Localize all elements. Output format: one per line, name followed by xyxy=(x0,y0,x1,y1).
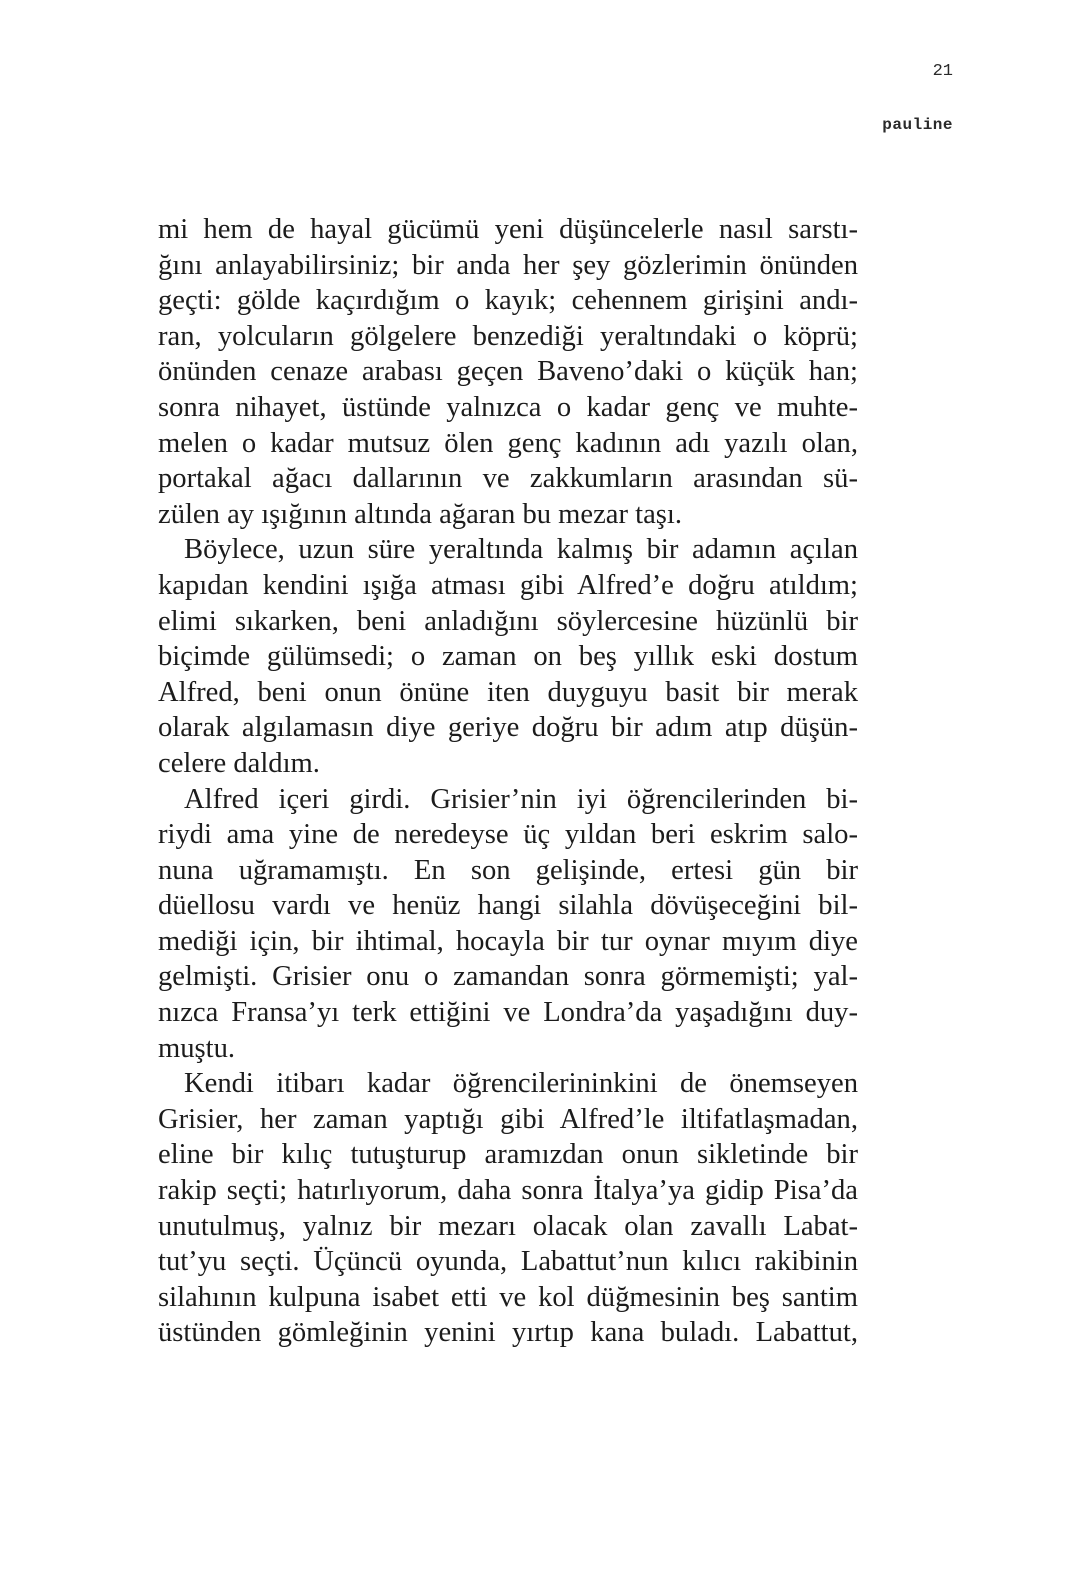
paragraph xyxy=(158,782,858,1067)
text-line: silahının kulpuna isabet etti ve kol düğmesinin beş santim xyxy=(158,1281,858,1313)
text-line: unutulmuş, yalnız bir mezarı olacak olan zavallı Labat- xyxy=(158,1210,858,1242)
text-line: kapıdan kendini ışığa atması gibi Alfred’e doğru atıldım; xyxy=(158,569,858,601)
text-line: Kendi itibarı kadar öğrencilerininkini de önemseyen xyxy=(184,1068,858,1100)
running-chapter-title: pauline xyxy=(882,116,953,134)
text-line: sonra nihayet, üstünde yalnızca o kadar genç ve muhte- xyxy=(158,391,858,423)
text-line: üstünden gömleğinin yenini yırtıp kana buladı. Labattut, xyxy=(158,1317,858,1349)
text-line: biçimde gülümsedi; o zaman on beş yıllık eski dostum xyxy=(158,641,858,673)
paragraph xyxy=(158,532,858,781)
text-line: Alfred içeri girdi. Grisier’nin iyi öğrencilerinden bi- xyxy=(184,783,858,815)
text-line: melen o kadar mutsuz ölen genç kadının adı yazılı olan, xyxy=(158,427,858,459)
text-line: tut’yu seçti. Üçüncü oyunda, Labattut’nun kılıcı rakibinin xyxy=(158,1246,858,1278)
text-line: düellosu vardı ve henüz hangi silahla dövüşeceğini bil- xyxy=(158,890,858,922)
paragraph xyxy=(158,212,858,532)
text-line: zülen ay ışığının altında ağaran bu mezar taşı. xyxy=(158,498,683,530)
text-line: nızca Fransa’yı terk ettiğini ve Londra’da yaşadığını duy- xyxy=(158,997,858,1029)
paragraph xyxy=(158,1066,858,1351)
text-line: Grisier, her zaman yaptığı gibi Alfred’le iltifatlaşmadan, xyxy=(158,1103,858,1135)
text-line: gelmişti. Grisier onu o zamandan sonra görmemişti; yal- xyxy=(158,961,858,993)
text-line: muştu. xyxy=(158,1032,236,1064)
page-number: 21 xyxy=(932,62,953,81)
text-line: ğını anlayabilirsiniz; bir anda her şey gözlerimin önünden xyxy=(158,249,858,281)
text-line: önünden cenaze arabası geçen Baveno’daki o küçük han; xyxy=(158,356,858,388)
text-line: nuna uğramamıştı. En son gelişinde, ertesi gün bir xyxy=(158,854,858,886)
text-line: mediği için, bir ihtimal, hocayla bir tur oynar mıyım diye xyxy=(158,925,858,957)
text-line: olarak algılamasın diye geriye doğru bir adım atıp düşün- xyxy=(158,712,858,744)
body-text xyxy=(158,212,858,1351)
text-line: ran, yolcuların gölgelere benzediği yeraltındaki o köprü; xyxy=(158,320,858,352)
text-line: rakip seçti; hatırlıyorum, daha sonra İtalya’ya gidip Pisa’da xyxy=(158,1175,858,1207)
text-line: mi hem de hayal gücümü yeni düşüncelerle nasıl sarstı- xyxy=(158,214,858,245)
text-line: geçti: gölde kaçırdığım o kayık; cehennem girişini andı- xyxy=(158,285,858,317)
text-line: Alfred, beni onun önüne iten duyguyu basit bir merak xyxy=(158,676,858,708)
text-line: Böylece, uzun süre yeraltında kalmış bir adamın açılan xyxy=(184,534,858,566)
text-line: elimi sıkarken, beni anladığını söylercesine hüzünlü bir xyxy=(158,605,858,637)
text-line: celere daldım. xyxy=(158,747,320,779)
text-line: riydi ama yine de neredeyse üç yıldan beri eskrim salo- xyxy=(158,819,858,851)
text-line: eline bir kılıç tutuşturup aramızdan onun sikletinde bir xyxy=(158,1139,858,1171)
text-line: portakal ağacı dallarının ve zakkumların arasından sü- xyxy=(158,463,858,495)
